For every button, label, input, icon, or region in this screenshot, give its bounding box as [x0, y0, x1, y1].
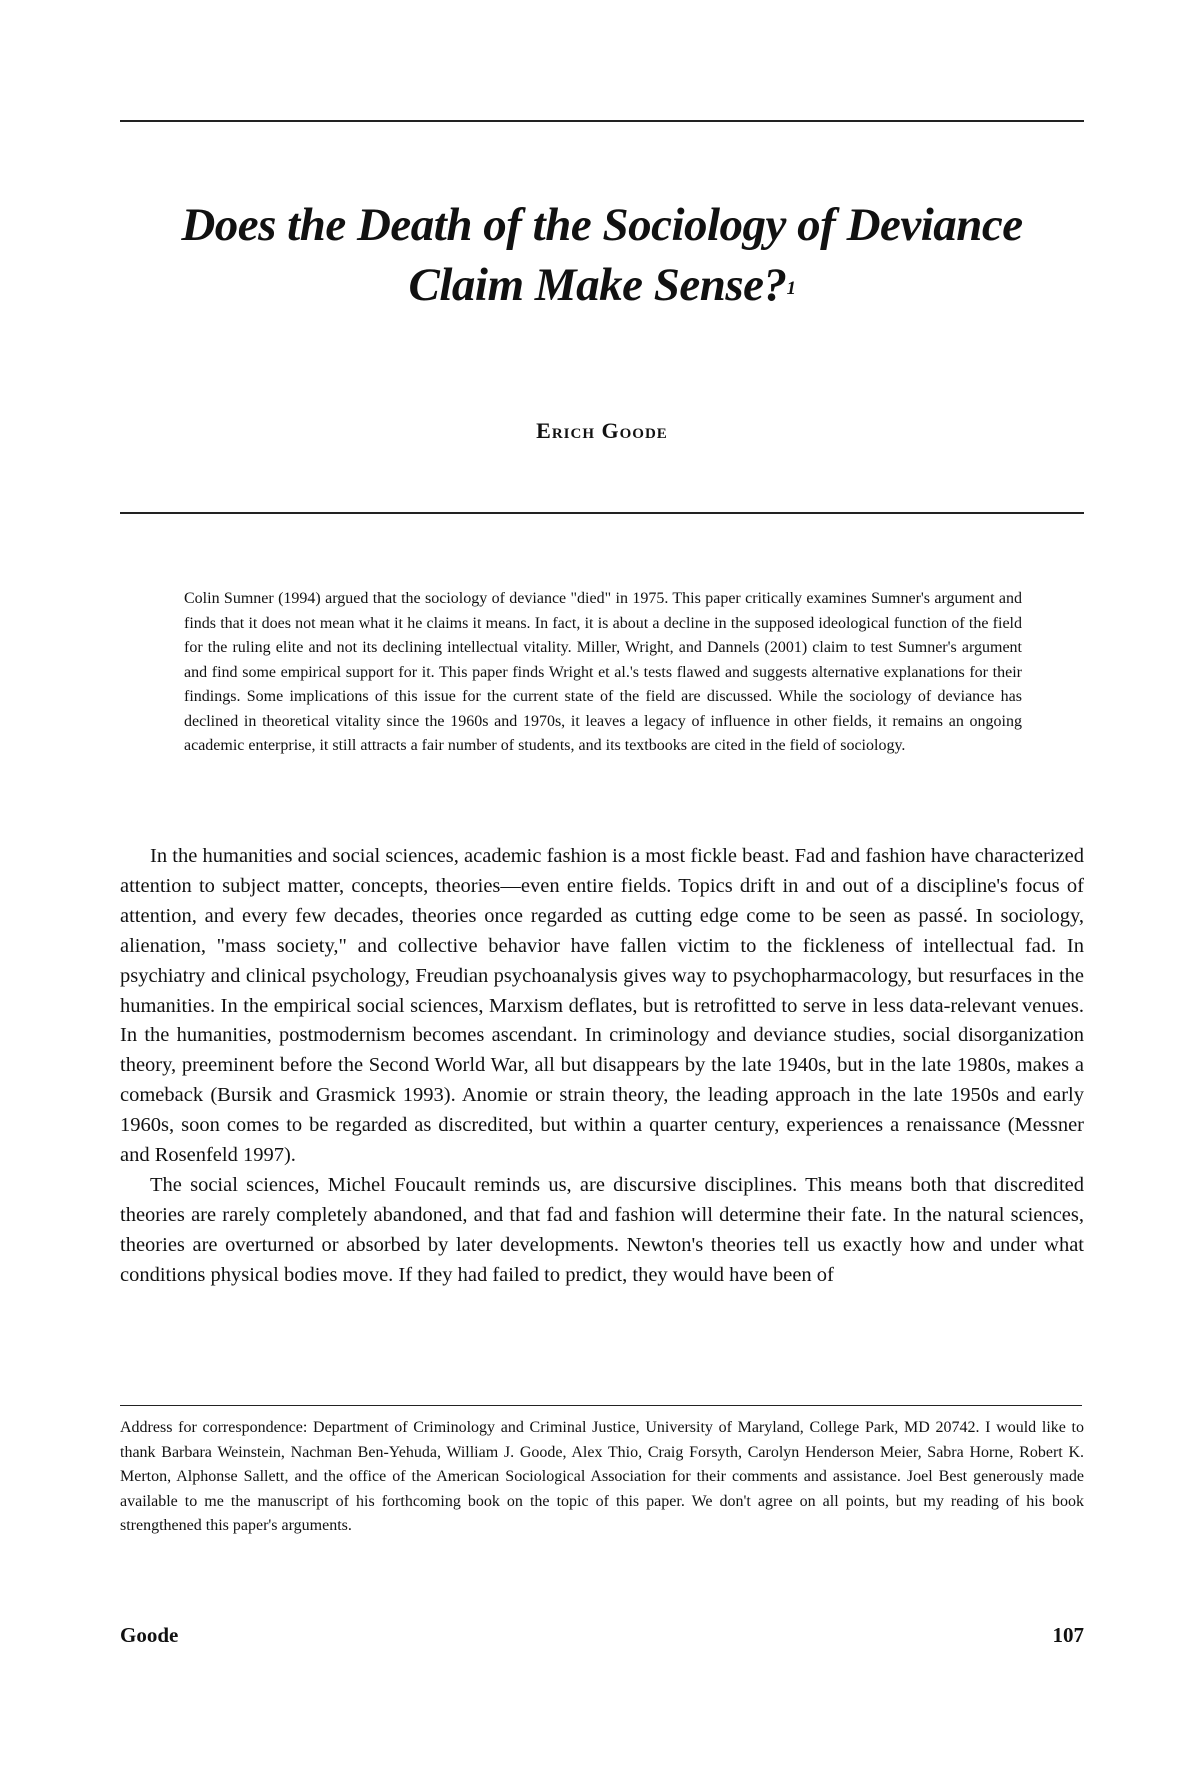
footnote: Address for correspondence: Department of Criminology and Criminal Justice, University of Maryland, College Park, MD 20742. I would like to thank Barbara Weinstein, Nachman Ben-Yehuda, William J. Goode, Alex Thio, Craig Forsyth, Carolyn Henderson Meier, Sabra Horne, Robert K. Merton, Alphonse Sallett, and the office of the American Sociological Association for their comments and assistance. Joel Best generously made available to me the manuscript of his forthcoming book on the topic of this paper. We don't agree on all points, but my reading of his book strengthened this paper's arguments.: [120, 1419, 1084, 1534]
title-line-2: Claim Make Sense?: [408, 259, 787, 311]
author-name: Erich Goode: [536, 418, 668, 443]
title-line-1: Does the Death of the Sociology of Deviance: [181, 199, 1023, 251]
abstract: Colin Sumner (1994) argued that the sociology of deviance "died" in 1975. This paper critically examines Sumner's argument and finds that it does not mean what it he claims it means. In fact, it is about a decline in the supposed ideological function of the field for the ruling elite and not its declining intellectual vitality. Miller, Wright, and Dannels (2001) claim to test Sumner's argument and find some empirical support for it. This paper finds Wright et al.'s tests flawed and suggests alternative explanations for their findings. Some implications of this issue for the current state of the field are discussed. While the sociology of deviance has declined in theoretical vitality since the 1960s and 1970s, it leaves a legacy of influence in other fields, it remains an ongoing academic enterprise, it still attracts a fair number of students, and its textbooks are cited in the field of sociology.: [184, 590, 1022, 754]
body-paragraph: In the humanities and social sciences, academic fashion is a most fickle beast. Fad and fashion have characterized attention to subject matter, concepts, theories—even entire fields. Topics drift in and out of a discipline's focus of attention, and every few decades, theories once regarded as cutting edge come to be seen as passé. In sociology, alienation, "mass society," and collective behavior have fallen victim to the fickleness of intellectual fad. In psychiatry and clinical psychology, Freudian psychoanalysis gives way to psychopharmacology, but resurfaces in the humanities. In the empirical social sciences, Marxism deflates, but is retrofitted to serve in less data-relevant venues. In the humanities, postmodernism becomes ascendant. In criminology and deviance studies, social disorganization theory, preeminent before the Second World War, all but disappears by the late 1940s, but in the late 1980s, makes a comeback (Bursik and Grasmick 1993). Anomie or strain theory, the leading approach in the late 1950s and early 1960s, soon comes to be regarded as discredited, but within a quarter century, experiences a renaissance (Messner and Rosenfeld 1997).: [120, 845, 1084, 1167]
top-rule: [120, 120, 1084, 122]
page-number: 107: [1052, 1623, 1084, 1647]
footnote-divider: [120, 1405, 1082, 1406]
running-foot-author: Goode: [120, 1623, 179, 1647]
body-paragraph: The social sciences, Michel Foucault reminds us, are discursive disciplines. This means both that discredited theories are rarely completely abandoned, and that fad and fashion will determine their fate. In the natural sciences, theories are overturned or absorbed by later developments. Newton's theories tell us exactly how and under what conditions physical bodies move. If they had failed to predict, they would have been of: [120, 1173, 1084, 1286]
body-text: [120, 842, 1084, 1291]
header-divider: [120, 512, 1084, 514]
article-title: [120, 195, 1084, 315]
title-footnote-mark: 1: [786, 278, 796, 299]
